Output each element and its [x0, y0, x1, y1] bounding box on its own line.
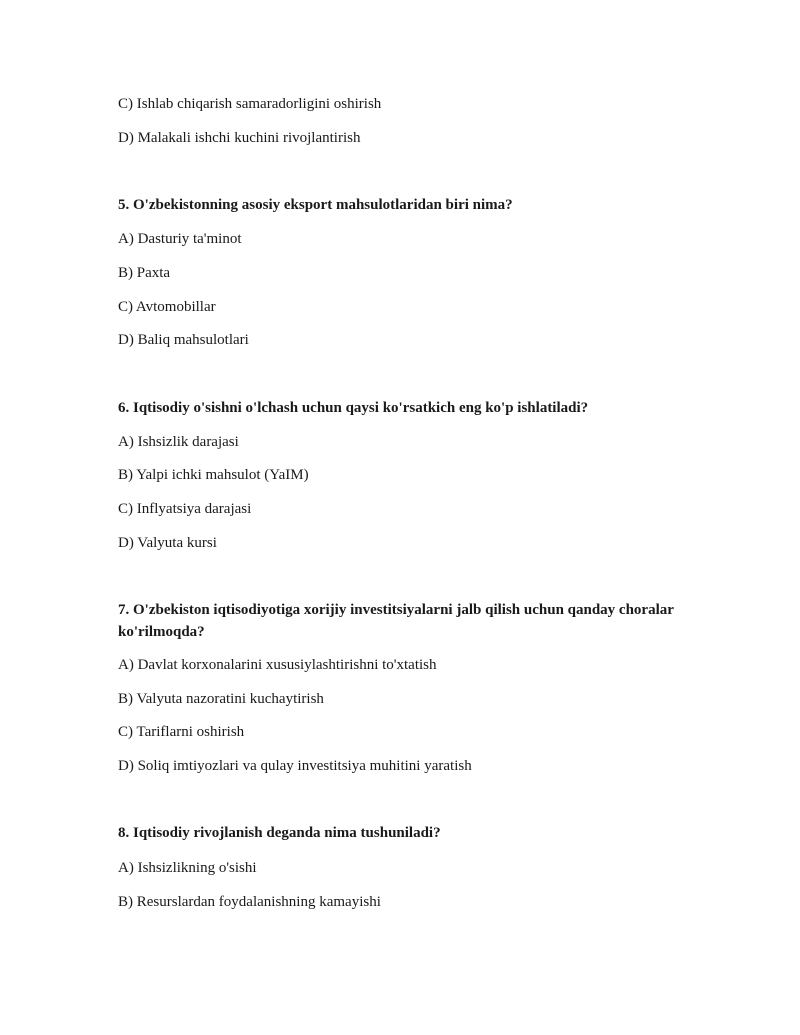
q5-option-b: B) Paxta: [118, 265, 171, 281]
q5-question: 5. O'zbekistonning asosiy eksport mahsulotlaridan biri nima?: [118, 197, 513, 213]
q8-option-b: B) Resurslardan foydalanishning kamayishi: [118, 894, 381, 910]
q8-option-a: A) Ishsizlikning o'sishi: [118, 860, 257, 876]
q7-question: 7. O'zbekiston iqtisodiyotiga xorijiy investitsiyalarni jalb qilish uchun qanday choralar ko'rilmoqda?: [118, 602, 674, 640]
q5-option-d: D) Baliq mahsulotlari: [118, 332, 249, 348]
q8-question: 8. Iqtisodiy rivojlanish deganda nima tushuniladi?: [118, 825, 441, 841]
q6-option-b: B) Yalpi ichki mahsulot (YaIM): [118, 467, 309, 483]
q6-question: 6. Iqtisodiy o'sishni o'lchash uchun qaysi ko'rsatkich eng ko'p ishlatiladi?: [118, 400, 589, 416]
q4-option-c: C) Ishlab chiqarish samaradorligini oshirish: [118, 96, 382, 112]
q4-option-d: D) Malakali ishchi kuchini rivojlantirish: [118, 130, 361, 146]
q6-option-a: A) Ishsizlik darajasi: [118, 434, 239, 450]
q6-option-c: C) Inflyatsiya darajasi: [118, 501, 252, 517]
q5-option-a: A) Dasturiy ta'minot: [118, 231, 242, 247]
q6-option-d: D) Valyuta kursi: [118, 535, 217, 551]
q7-option-d: D) Soliq imtiyozlari va qulay investitsiya muhitini yaratish: [118, 758, 472, 774]
q5-option-c: C) Avtomobillar: [118, 299, 216, 315]
q7-option-a: A) Davlat korxonalarini xususiylashtirishni to'xtatish: [118, 657, 437, 673]
q7-option-b: B) Valyuta nazoratini kuchaytirish: [118, 691, 324, 707]
q7-option-c: C) Tariflarni oshirish: [118, 724, 245, 740]
